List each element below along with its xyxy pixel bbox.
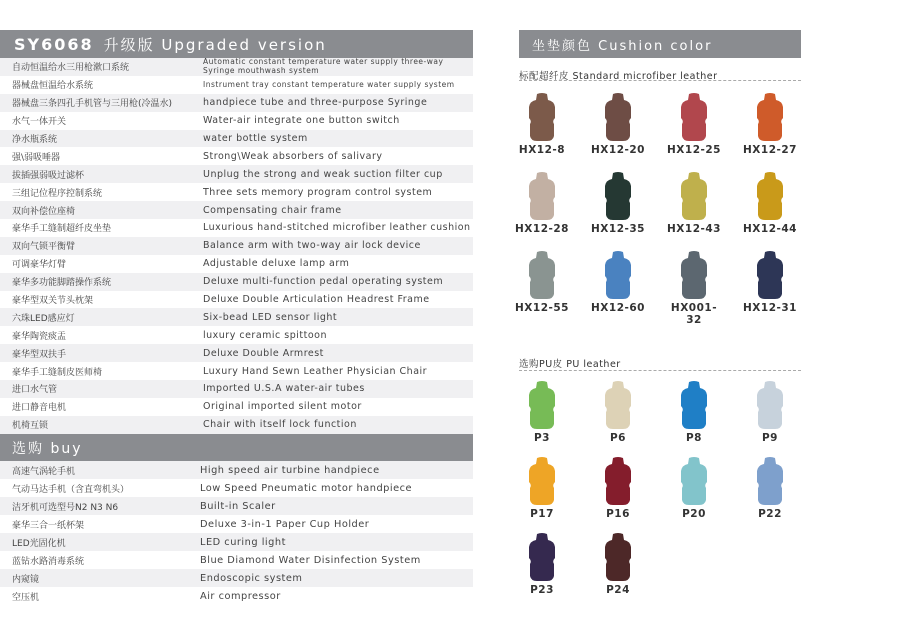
color-code: HX12-55	[515, 302, 569, 314]
feature-cn: 强\弱吸唾器	[12, 152, 61, 163]
feature-en: Water-air integrate one button switch	[203, 115, 400, 127]
main-header-title: 升级版 Upgraded version	[103, 35, 327, 54]
color-swatch	[512, 532, 572, 596]
color-code: P17	[530, 508, 554, 520]
feature-en: High speed air turbine handpiece	[200, 464, 380, 476]
cushion-icon	[679, 456, 709, 506]
feature-row	[0, 94, 473, 112]
feature-en: handpiece tube and three-purpose Syringe	[203, 97, 428, 109]
cushion-icon	[603, 171, 633, 221]
feature-row	[0, 326, 473, 344]
color-code: P8	[685, 432, 702, 444]
cushion-icon	[527, 250, 557, 300]
color-code: P6	[609, 432, 626, 444]
color-swatch	[664, 92, 724, 156]
feature-row	[0, 569, 473, 587]
color-code: HX12-60	[591, 302, 645, 314]
feature-en: Deluxe 3-in-1 Paper Cup Holder	[200, 518, 370, 530]
feature-row	[0, 165, 473, 183]
color-code: P22	[758, 508, 782, 520]
cushion-icon	[527, 171, 557, 221]
color-swatch	[740, 250, 800, 314]
feature-cn: 六珠LED感应灯	[12, 313, 75, 324]
feature-en: Instrument tray constant temperature water supply system	[203, 80, 455, 90]
feature-row	[0, 479, 473, 497]
color-swatch	[664, 250, 724, 326]
feature-cn: 机椅互锁	[12, 421, 49, 432]
standard-leather-divider	[519, 80, 801, 81]
pu-leather-label: 选购PU皮 PU leather	[519, 359, 621, 370]
feature-cn: 内窥镜	[12, 574, 40, 585]
feature-row	[0, 344, 473, 362]
buy-header-title: 选购 buy	[12, 440, 83, 457]
cushion-icon	[679, 171, 709, 221]
feature-row	[0, 273, 473, 291]
color-swatch	[512, 456, 572, 520]
feature-en: Luxury Hand Sewn Leather Physician Chair	[203, 365, 428, 377]
feature-row	[0, 551, 473, 569]
color-swatch	[588, 250, 648, 314]
color-swatch	[588, 532, 648, 596]
feature-row	[0, 147, 473, 165]
cushion-icon	[527, 92, 557, 142]
feature-row	[0, 308, 473, 326]
feature-row	[0, 398, 473, 416]
feature-en: Blue Diamond Water Disinfection System	[200, 554, 421, 566]
color-code: HX12-27	[743, 144, 797, 156]
color-swatch	[588, 380, 648, 444]
feature-en: Deluxe multi-function pedal operating system	[203, 276, 444, 288]
cushion-icon	[603, 380, 633, 430]
feature-en: Automatic constant temperature water supply three-way Syringe mouthwash system	[203, 58, 444, 75]
feature-en: Compensating chair frame	[203, 204, 342, 216]
feature-cn: 气动马达手机（含直弯机头）	[12, 484, 130, 495]
feature-cn: 豪华型双关节头枕架	[12, 296, 94, 307]
cushion-icon	[755, 92, 785, 142]
color-code: P24	[606, 584, 630, 596]
feature-cn: 进口静音电机	[12, 403, 67, 414]
color-code: HX12-44	[743, 223, 797, 235]
color-code: HX12-31	[743, 302, 797, 314]
feature-cn: 自动恒温给水三用枪漱口系统	[12, 63, 130, 74]
standard-feature-list	[0, 58, 473, 434]
feature-en: Balance arm with two-way air lock device	[203, 240, 421, 252]
feature-en: Original imported silent motor	[203, 401, 362, 413]
color-code: HX12-35	[591, 223, 645, 235]
cushion-icon	[679, 250, 709, 300]
feature-row	[0, 380, 473, 398]
feature-cn: 豪华陶瓷痰盂	[12, 331, 67, 342]
color-swatch	[664, 456, 724, 520]
feature-row	[0, 219, 473, 237]
feature-row	[0, 76, 473, 94]
cushion-icon	[603, 456, 633, 506]
color-swatch	[740, 92, 800, 156]
cushion-icon	[603, 92, 633, 142]
feature-en: Deluxe Double Armrest	[203, 347, 324, 359]
feature-en: water bottle system	[203, 133, 308, 144]
cushion-icon	[527, 532, 557, 582]
color-swatch	[512, 171, 572, 235]
feature-row	[0, 237, 473, 255]
color-swatch	[512, 380, 572, 444]
feature-en: Built-in Scaler	[200, 500, 276, 512]
feature-cn: 高速气涡轮手机	[12, 466, 76, 477]
color-code: P23	[530, 584, 554, 596]
feature-cn: 豪华手工缝制皮医师椅	[12, 367, 103, 378]
color-code: P20	[682, 508, 706, 520]
cushion-icon	[679, 92, 709, 142]
feature-en: Low Speed Pneumatic motor handpiece	[200, 482, 413, 494]
feature-cn: 器械盘三条四孔手机管与三用枪(冷温水)	[12, 99, 173, 110]
feature-row	[0, 533, 473, 551]
feature-row	[0, 515, 473, 533]
feature-cn: 豪华多功能脚踏操作系统	[12, 278, 112, 289]
cushion-icon	[603, 250, 633, 300]
color-swatch	[588, 171, 648, 235]
feature-cn: 三组记位程序控制系统	[12, 188, 103, 199]
color-swatch	[588, 92, 648, 156]
feature-en: LED curing light	[200, 536, 286, 548]
model-code: SY6068	[14, 34, 94, 54]
cushion-icon	[755, 380, 785, 430]
feature-row	[0, 587, 473, 605]
feature-cn: 器械盘恒温给水系统	[12, 81, 94, 92]
color-swatch	[664, 380, 724, 444]
feature-row	[0, 497, 473, 515]
color-code: HX001-32	[670, 302, 718, 326]
cushion-icon	[527, 456, 557, 506]
cushion-icon	[679, 380, 709, 430]
feature-cn: LED光固化机	[12, 538, 66, 549]
pu-leather-divider	[519, 370, 801, 371]
feature-row	[0, 291, 473, 309]
color-code: P16	[606, 508, 630, 520]
cushion-icon	[755, 456, 785, 506]
feature-cn: 洁牙机可选型号N2 N3 N6	[12, 502, 119, 513]
feature-row	[0, 58, 473, 76]
feature-cn: 蓝钻水路消毒系统	[12, 556, 85, 567]
feature-cn: 双向气锁平衡臂	[12, 242, 76, 253]
cushion-header	[519, 30, 801, 58]
feature-row	[0, 183, 473, 201]
cushion-icon	[755, 250, 785, 300]
optional-feature-list	[0, 461, 473, 605]
feature-row	[0, 362, 473, 380]
feature-cn: 净水瓶系统	[12, 135, 58, 145]
feature-en: Imported U.S.A water-air tubes	[203, 383, 365, 395]
feature-en: Strong\Weak absorbers of salivary	[203, 150, 383, 162]
feature-row	[0, 112, 473, 130]
feature-cn: 豪华型双扶手	[12, 349, 67, 360]
feature-en: Endoscopic system	[200, 572, 303, 584]
buy-header	[0, 434, 473, 461]
feature-en: Luxurious hand-stitched microfiber leather cushion	[203, 222, 471, 234]
feature-en: Unplug the strong and weak suction filter cup	[203, 168, 443, 180]
color-code: HX12-25	[667, 144, 721, 156]
feature-en: Six-bead LED sensor light	[203, 311, 338, 323]
feature-row	[0, 255, 473, 273]
feature-cn: 可调豪华灯臂	[12, 260, 67, 271]
feature-en: Adjustable deluxe lamp arm	[203, 258, 350, 270]
feature-en: luxury ceramic spittoon	[203, 329, 327, 341]
feature-en: Air compressor	[200, 590, 281, 602]
feature-cn: 双向补偿位座椅	[12, 206, 76, 217]
color-swatch	[588, 456, 648, 520]
color-code: HX12-43	[667, 223, 721, 235]
feature-row	[0, 130, 473, 148]
feature-cn: 拔插强弱吸过滤杯	[12, 170, 85, 181]
color-code: HX12-28	[515, 223, 569, 235]
main-header	[0, 30, 473, 58]
color-code: HX12-8	[518, 144, 566, 156]
feature-en: Three sets memory program control system	[203, 186, 433, 198]
feature-cn: 进口水气管	[12, 385, 58, 396]
cushion-header-title: 坐垫颜色 Cushion color	[532, 38, 713, 54]
feature-row	[0, 201, 473, 219]
feature-cn: 水气一体开关	[12, 117, 67, 128]
feature-cn: 空压机	[12, 592, 40, 603]
color-swatch	[512, 250, 572, 314]
feature-en: Chair with itself lock function	[203, 419, 357, 431]
feature-en: Deluxe Double Articulation Headrest Frame	[203, 294, 430, 306]
feature-row	[0, 416, 473, 434]
color-swatch	[740, 456, 800, 520]
feature-cn: 豪华手工缝制超纤皮坐垫	[12, 224, 112, 235]
standard-leather-label: 标配超纤皮 Standard microfiber leather	[519, 71, 718, 82]
color-code: HX12-20	[591, 144, 645, 156]
color-swatch	[664, 171, 724, 235]
cushion-icon	[603, 532, 633, 582]
feature-row	[0, 461, 473, 479]
color-code: P9	[761, 432, 778, 444]
cushion-icon	[755, 171, 785, 221]
color-swatch	[512, 92, 572, 156]
cushion-icon	[527, 380, 557, 430]
color-swatch	[740, 380, 800, 444]
feature-cn: 豪华三合一纸杯架	[12, 520, 85, 531]
color-swatch	[740, 171, 800, 235]
color-code: P3	[533, 432, 550, 444]
